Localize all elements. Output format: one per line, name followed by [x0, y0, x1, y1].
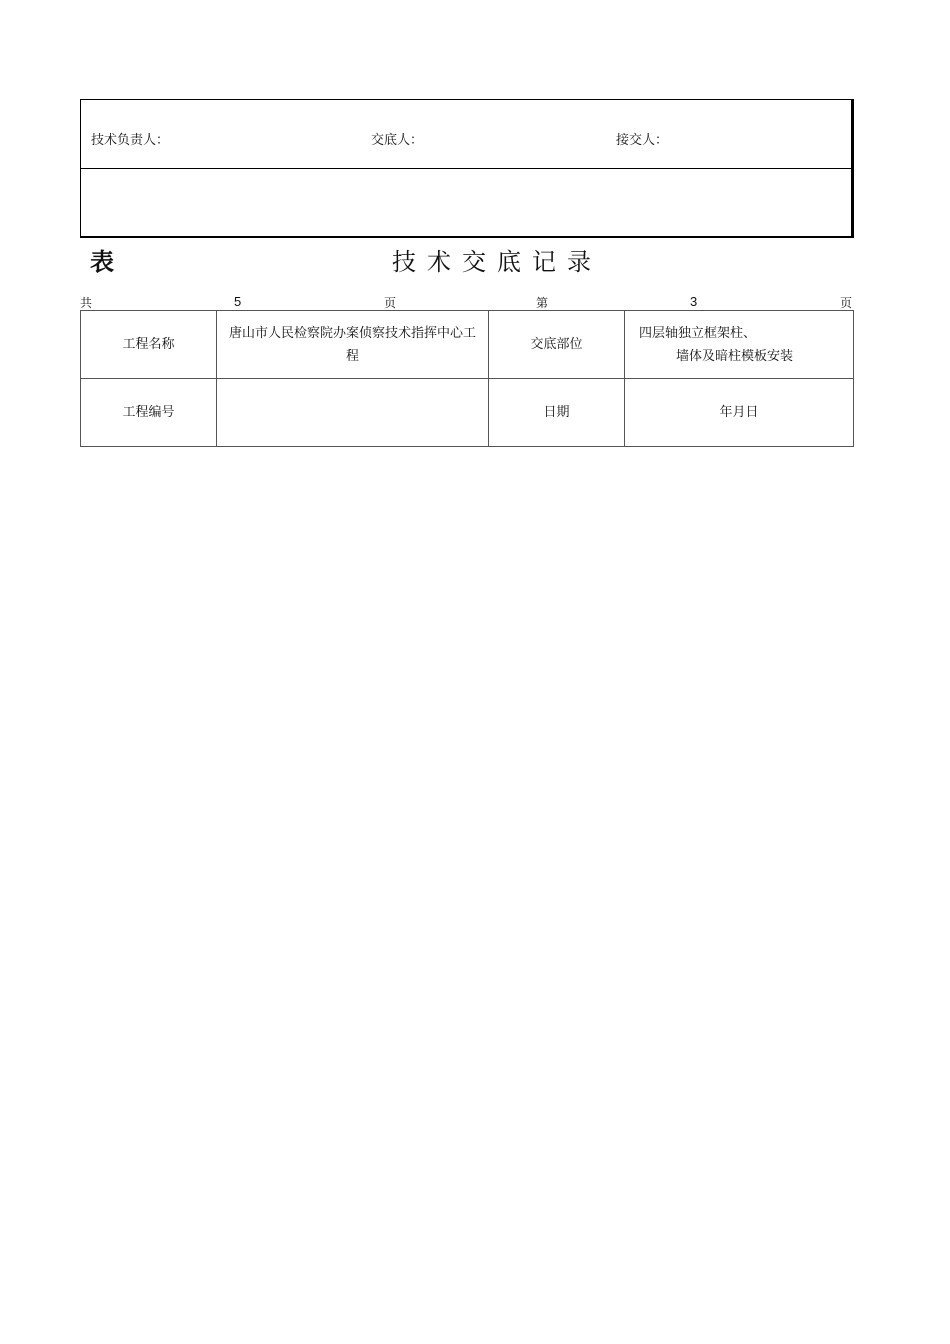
- project-name-label: 工程名称: [81, 311, 217, 379]
- receiver-label: 接交人：: [616, 133, 669, 148]
- project-no-value: [217, 379, 489, 447]
- total-unit: 页: [384, 296, 397, 310]
- info-table: [80, 310, 854, 447]
- part-value-line1: 四层轴独立框架柱、: [639, 325, 757, 341]
- table-row: [81, 379, 854, 447]
- total-pages: 5: [234, 294, 242, 309]
- date-label: 日期: [489, 379, 625, 447]
- table-row: [81, 311, 854, 379]
- form-prefix: 表: [90, 248, 114, 276]
- signature-box: [80, 99, 854, 238]
- current-prefix: 第: [536, 296, 549, 310]
- part-value-line2: 墙体及暗柱模板安装: [676, 348, 794, 364]
- project-no-label: 工程编号: [81, 379, 217, 447]
- project-name-value: 唐山市人民检察院办案侦察技术指挥中心工程: [217, 311, 489, 379]
- part-label: 交底部位: [489, 311, 625, 379]
- signature-row: [81, 100, 851, 169]
- presenter-label: 交底人：: [371, 133, 424, 148]
- current-page: 3: [690, 294, 698, 309]
- current-unit: 页: [840, 296, 853, 310]
- date-value: 年月日: [625, 379, 854, 447]
- part-value: [625, 311, 854, 379]
- total-prefix: 共: [80, 296, 93, 310]
- page-title: 技术交底记录: [392, 248, 602, 276]
- tech-lead-label: 技术负责人：: [91, 133, 170, 148]
